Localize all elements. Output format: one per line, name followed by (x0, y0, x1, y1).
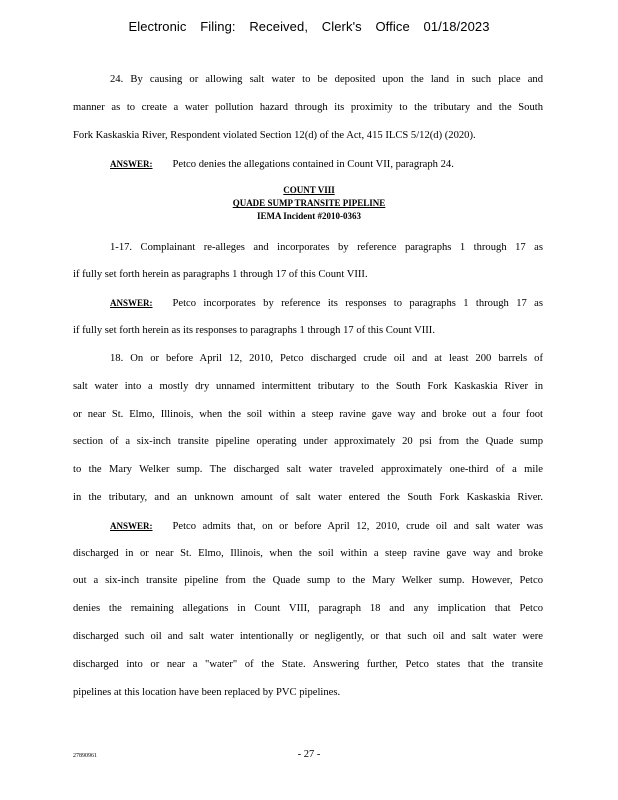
answer-label: ANSWER: (110, 521, 153, 531)
line-text: or near St. Elmo, Illinois, when the soil within a steep ravine gave way and broke out a four foot (73, 409, 543, 420)
line-text: discharged such oil and salt water intentionally or negligently, or that such oil and salt water were (73, 631, 543, 642)
paragraph-line (110, 241, 543, 255)
line-text: Petco admits that, on or before April 12, 2010, crude oil and salt water was (172, 521, 543, 532)
paragraph-line (73, 547, 543, 561)
line-text: Petco incorporates by reference its responses to paragraphs 1 through 17 as (172, 298, 543, 309)
line-text: out a six-inch transite pipeline from the Quade sump to the Mary Welker sump. However, Petco (73, 575, 543, 586)
incident-row (0, 211, 618, 221)
paragraph-line (73, 491, 543, 505)
line-text: Petco denies the allegations contained in Count VII, paragraph 24. (172, 159, 454, 170)
line-text: in the tributary, and an unknown amount of salt water entered the South Fork Kaskaskia River. (73, 492, 543, 503)
line-text: denies the remaining allegations in Count VIII, paragraph 18 and any implication that Petco (73, 603, 543, 614)
answer-paragraph-line (110, 519, 543, 534)
count-title: COUNT VIII (283, 185, 335, 195)
incident-number: IEMA Incident #2010-0363 (256, 211, 361, 221)
line-text: if fully set forth herein as its responses to paragraphs 1 through 17 of this Count VIII. (73, 325, 435, 336)
line-text: 1-17. Complainant re-alleges and incorporates by reference paragraphs 1 through 17 as (110, 242, 543, 253)
line-text: Fork Kaskaskia River, Respondent violated Section 12(d) of the Act, 415 ILCS 5/12(d) (2020). (73, 130, 476, 141)
paragraph-line (73, 686, 543, 700)
paragraph-line (73, 129, 543, 143)
line-text: section of a six-inch transite pipeline operating under approximately 20 psi from the Quade sump (73, 436, 543, 447)
paragraph-line (73, 658, 543, 672)
paragraph-line (110, 352, 543, 366)
line-text: discharged in or near St. Elmo, Illinois, when the soil within a steep ravine gave way and broke (73, 548, 543, 559)
paragraph-line (73, 268, 543, 282)
line-text: discharged into or near a "water" of the State. Answering further, Petco states that the transite (73, 659, 543, 670)
answer-label: ANSWER: (110, 298, 153, 308)
paragraph-line (73, 630, 543, 644)
count-subtitle-row (0, 198, 618, 208)
page-number: - 27 - (297, 749, 321, 760)
paragraph-line (73, 602, 543, 616)
answer-label: ANSWER: (110, 159, 153, 169)
paragraph-line (73, 324, 543, 338)
count-subtitle: QUADE SUMP TRANSITE PIPELINE (232, 198, 386, 208)
filing-header: Electronic Filing: Received, Clerk's Office 01/18/2023 (128, 19, 490, 34)
answer-paragraph-line (110, 157, 543, 172)
paragraph-line (73, 380, 543, 394)
paragraph-line (73, 435, 543, 449)
line-text: to the Mary Welker sump. The discharged salt water traveled approximately one-third of a mile (73, 464, 543, 475)
line-text: salt water into a mostly dry unnamed intermittent tributary to the South Fork Kaskaskia River in (73, 381, 543, 392)
answer-paragraph-line (110, 296, 543, 311)
count-heading (0, 185, 618, 195)
paragraph-line (73, 101, 543, 115)
paragraph-line (73, 463, 543, 477)
line-text: 18. On or before April 12, 2010, Petco discharged crude oil and at least 200 barrels of (110, 353, 543, 364)
paragraph-line (73, 574, 543, 588)
line-text: pipelines at this location have been replaced by PVC pipelines. (73, 687, 341, 698)
paragraph-line (73, 408, 543, 422)
line-text: if fully set forth herein as paragraphs 1 through 17 of this Count VIII. (73, 269, 368, 280)
document-id: 27890961 (73, 753, 97, 759)
paragraph-line (110, 73, 543, 87)
line-text: 24. By causing or allowing salt water to be deposited upon the land in such place and (110, 74, 543, 85)
line-text: manner as to create a water pollution hazard through its proximity to the tributary and the South (73, 102, 543, 113)
